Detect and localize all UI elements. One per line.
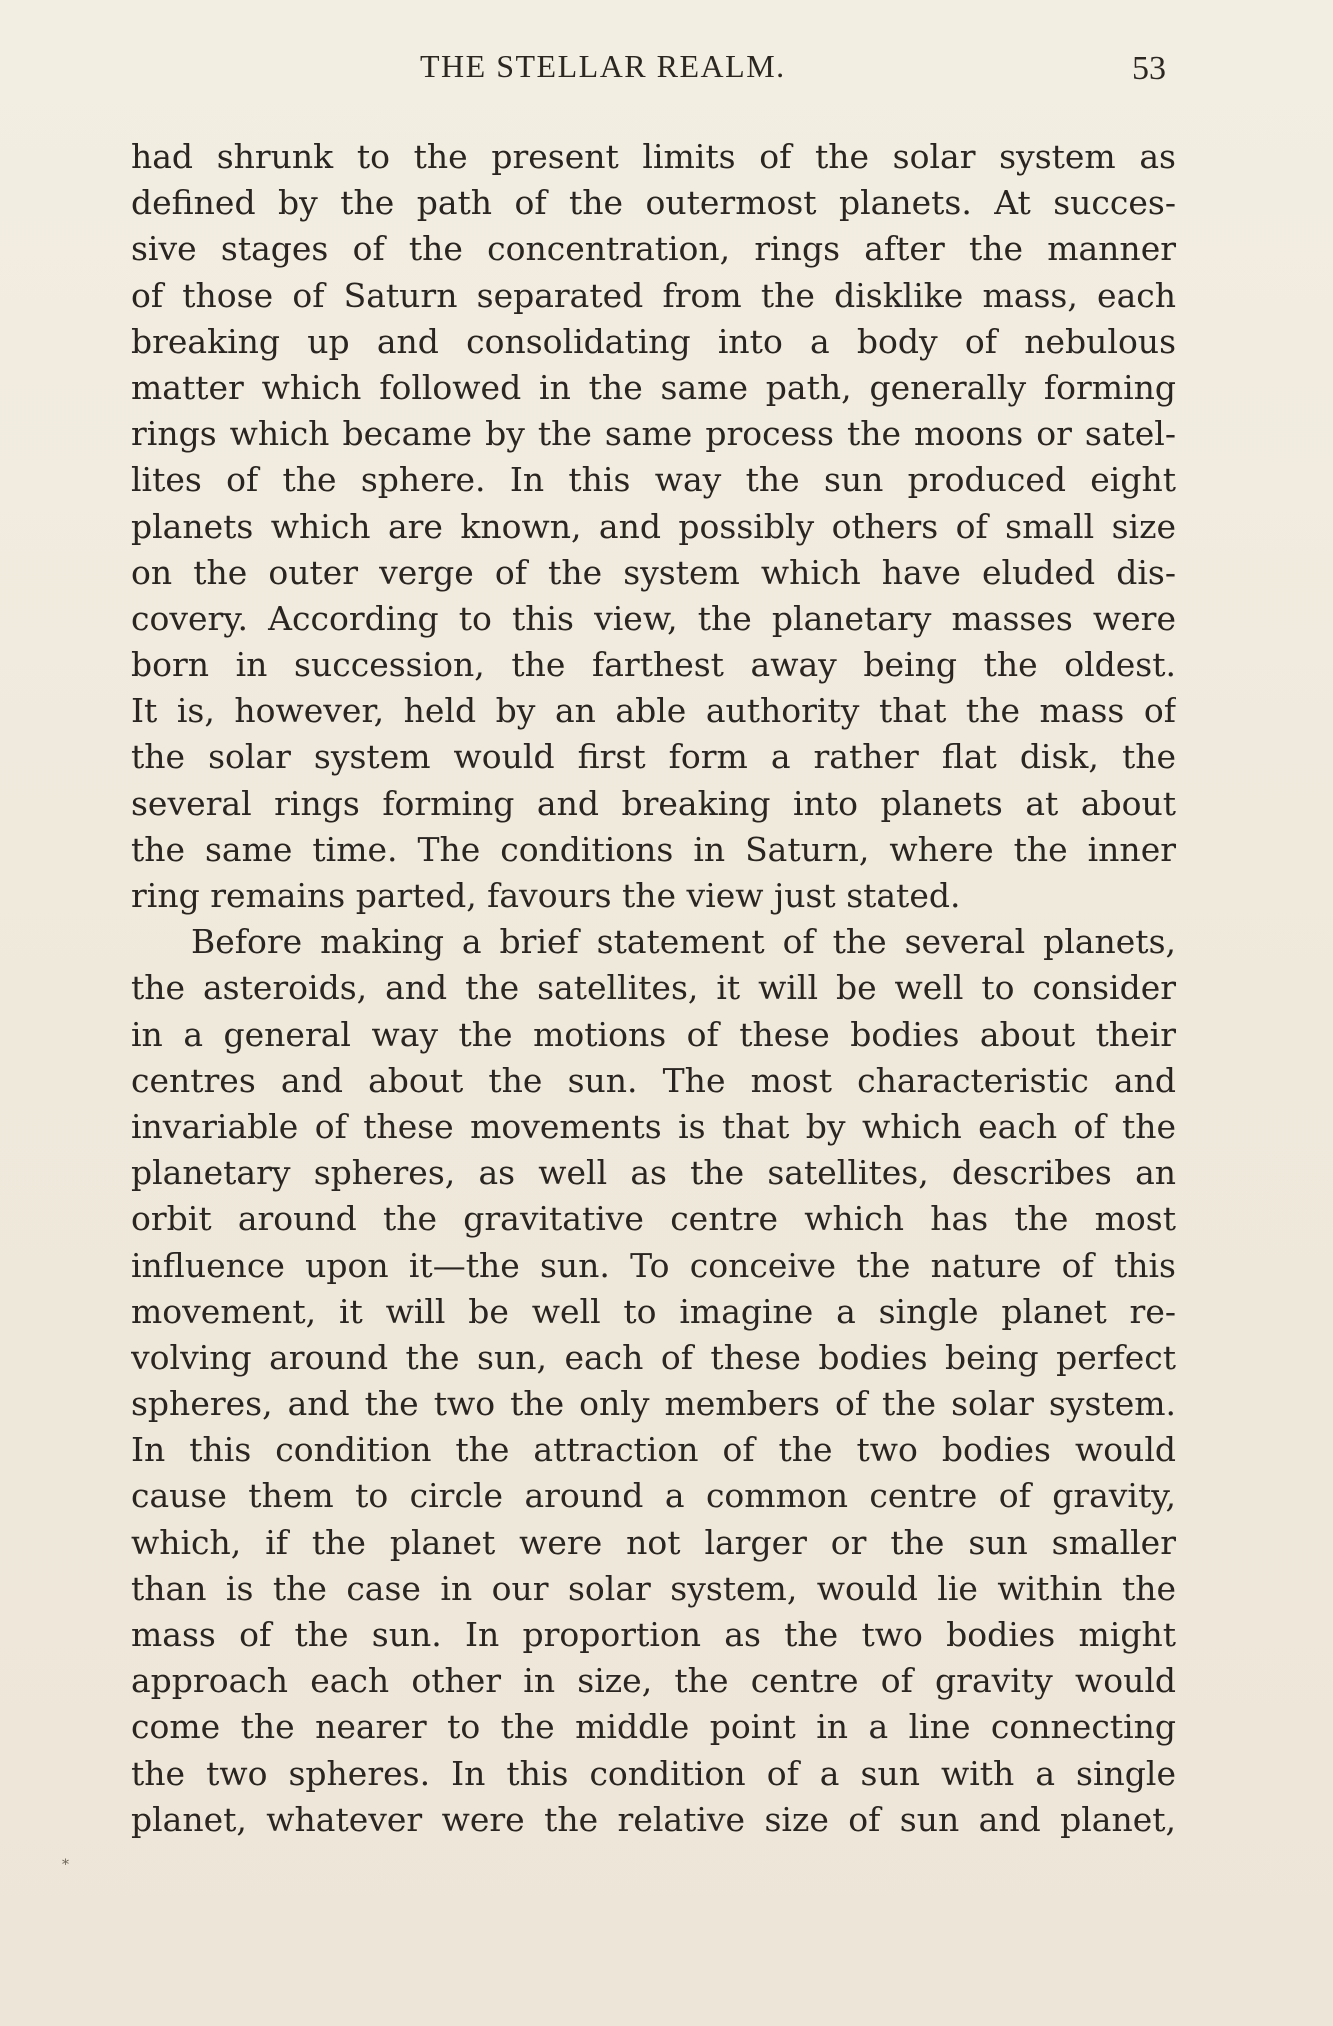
text-line: spheres, and the two the only members of the solar system. (131, 1384, 1176, 1424)
text-line: In this condition the attraction of the two bodies would (131, 1430, 1176, 1470)
text-line: of those of Saturn separated from the disklike mass, each (131, 275, 1176, 315)
text-line: planetary spheres, as well as the satellites, describes an (131, 1153, 1176, 1193)
running-title: THE STELLAR REALM. (420, 48, 786, 84)
text-line: than is the case in our solar system, would lie within the (131, 1568, 1176, 1608)
text-line: sive stages of the concentration, rings after the manner (131, 229, 1176, 269)
text-line: centres and about the sun. The most characteristic and (131, 1060, 1176, 1100)
text-line: breaking up and consolidating into a body of nebulous (131, 321, 1176, 361)
text-line: matter which followed in the same path, generally forming (131, 367, 1176, 407)
text-line: ring remains parted, favours the view just stated. (131, 876, 961, 915)
text-line: influence upon it—the sun. To conceive the nature of this (131, 1245, 1176, 1285)
text-line: the asteroids, and the satellites, it will be well to consider (131, 968, 1176, 1008)
text-line: several rings forming and breaking into planets at about (131, 783, 1176, 823)
text-line: Before making a brief statement of the several planets, (191, 922, 1176, 962)
text-line: planets which are known, and possibly others of small size (131, 506, 1176, 546)
text-line: the same time. The conditions in Saturn, where the inner (131, 829, 1176, 869)
text-line: born in succession, the farthest away being the oldest. (131, 645, 1176, 685)
text-line: orbit around the gravitative centre which has the most (131, 1199, 1176, 1239)
text-line: rings which became by the same process the moons or satel- (131, 414, 1176, 454)
text-line: volving around the sun, each of these bodies being perfect (131, 1337, 1176, 1377)
page-number: 53 (1132, 50, 1166, 87)
text-line: the two spheres. In this condition of a sun with a single (131, 1753, 1176, 1793)
text-line: movement, it will be well to imagine a single planet re- (131, 1291, 1176, 1331)
text-line: mass of the sun. In proportion as the two bodies might (131, 1615, 1176, 1654)
text-line: lites of the sphere. In this way the sun produced eight (131, 460, 1176, 500)
text-line: approach each other in size, the centre of gravity would (131, 1661, 1176, 1701)
text-line: had shrunk to the present limits of the solar system as (131, 137, 1176, 176)
body-text (131, 134, 1176, 1843)
text-line: invariable of these movements is that by which each of the (131, 1106, 1176, 1146)
text-line: planet, whatever were the relative size of sun and planet, (131, 1799, 1176, 1839)
text-line: defined by the path of the outermost planets. At succes- (131, 183, 1176, 223)
text-line: cause them to circle around a common centre of gravity, (131, 1476, 1176, 1516)
text-line: on the outer verge of the system which have eluded dis- (131, 552, 1176, 592)
text-line: in a general way the motions of these bodies about their (131, 1014, 1176, 1054)
text-line: come the nearer to the middle point in a line connecting (131, 1707, 1176, 1747)
text-line: the solar system would first form a rather flat disk, the (131, 737, 1176, 777)
text-line: covery. According to this view, the planetary masses were (131, 598, 1176, 638)
margin-mark: * (62, 1857, 69, 1873)
text-line: which, if the planet were not larger or the sun smaller (131, 1522, 1176, 1562)
text-line: It is, however, held by an able authority that the mass of (131, 691, 1176, 731)
